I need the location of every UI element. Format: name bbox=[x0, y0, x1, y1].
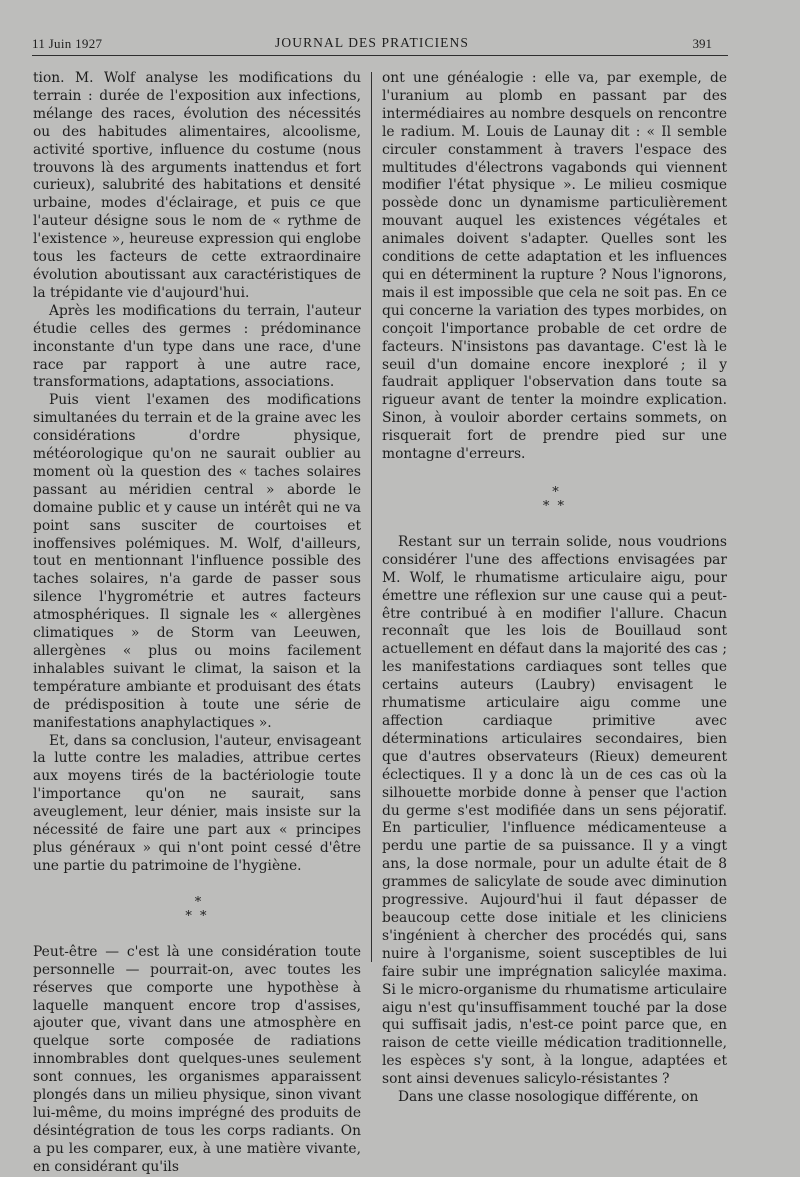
paragraph: Peut-être — c'est là une considération toute personnelle — pourrait-on, avec toutes les réserves que comporte une hypothèse à laquelle manquent encore trop d'assises, ajouter que, vivant dans une atmosphère en quelque sorte composée de radiations innombrables dont quelques-unes seulement sont connues, les organismes apparaissent plongés dans un milieu physique, sinon vivant lui-même, du moins imprégné des produits de désintégration de tous les corps radiants. On a pu les comparer, eux, à une matière vivante, en considérant qu'ils bbox=[33, 943, 361, 1175]
right-column bbox=[382, 70, 727, 1107]
header-rule bbox=[32, 55, 728, 56]
header-date: 11 Juin 1927 bbox=[32, 36, 103, 51]
separator-asterisk-top: * bbox=[194, 894, 204, 910]
paragraph: Après les modifications du terrain, l'auteur étudie celles des germes : prédominance inconstante d'un type dans une race, d'une race par rapport à une autre race, transformations, adaptations, associations. bbox=[33, 302, 361, 391]
paragraph: tion. M. Wolf analyse les modifications du terrain : durée de l'exposition aux infections, mélange des races, évolution des nécessités ou des habitudes alimentaires, alcoolisme, activité sportive, influence du costume (nous trouvons là des arguments inattendus et fort curieux), salubrité des habitations et densité urbaine, modes d'éclairage, et puis ce que l'auteur désigne sous le nom de « rythme de l'existence », heureuse expression qui englobe tous les facteurs de cette extraordinaire évolution aboutissant aux caractéristiques de la trépidante vie d'aujourd'hui. bbox=[33, 70, 361, 301]
left-column bbox=[33, 70, 361, 1177]
separator-asterisks-bottom: * * bbox=[185, 908, 209, 924]
paragraph: Et, dans sa conclusion, l'auteur, envisageant la lutte contre les maladies, attribue certes aux moyens tirés de la bactériologie toute l'importance qu'on ne saurait, sans aveuglement, leur dénier, mais insiste sur la nécessité de faire une part aux « principes plus généraux » qui n'ont point cessé d'être une partie du patrimoine de l'hygiène. bbox=[33, 732, 361, 874]
running-header bbox=[32, 34, 712, 54]
page-number: 391 bbox=[692, 36, 712, 51]
paragraph: Puis vient l'examen des modifications simultanées du terrain et de la graine avec les considérations d'ordre physique, météorologique qu'on ne saurait oublier au moment où la question des « taches solaires passant au méridien central » aborde le domaine public et y cause un intérêt qui ne va point sans susciter de courtoises et inoffensives polémiques. M. Wolf, d'ailleurs, tout en mentionnant l'influence possible des taches solaires, n'a garde de passer sous silence l'hygrométrie et autres facteurs atmosphériques. Il signale les « allergènes climatiques » de Storm van Leeuwen, allergènes « plus ou moins facilement inhalables suivant le climat, la saison et la température ambiante et produisant des états de prédisposition à toute une série de manifestations anaphylactiques ». bbox=[33, 392, 361, 731]
separator-asterisk-top: * bbox=[552, 484, 561, 500]
section-separator bbox=[33, 896, 361, 924]
section-separator bbox=[382, 486, 727, 514]
paragraph: ont une généalogie : elle va, par exemple, de l'uranium au plomb en passant par des intermédiaires au nombre desquels on rencontre le radium. M. Louis de Launay dit : « Il semble circuler constamment à travers l'espace des multitudes d'électrons vagabonds qui viennent modifier l'état physique ». Le milieu cosmique possède donc un dynamisme particulièrement mouvant auquel les existences végétales et animales doivent s'adapter. Quelles sont les conditions de cette adaptation et les influences qui en déterminent la rupture ? Nous l'ignorons, mais il est impossible que cela ne soit pas. En ce qui concerne la variation des types morbides, on conçoit l'importance probable de cet ordre de facteurs. N'insistons pas davantage. C'est là le seuil d'un domaine encore inexploré ; il y faudrait appliquer l'observation dans toute sa rigueur avant de tenter la moindre explication. Sinon, à vouloir aborder certains sommets, on risquerait fort de prendre pied sur une montagne d'erreurs. bbox=[382, 70, 727, 463]
column-divider bbox=[371, 72, 372, 962]
separator-asterisks-bottom: * * bbox=[542, 498, 567, 514]
paragraph: Restant sur un terrain solide, nous voudrions considérer l'une des affections envisagées par M. Wolf, le rhumatisme articulaire aigu, pour émettre une réflexion sur une cause qui a peut-être contribué à en modifier l'allure. Chacun reconnaît que les lois de Bouillaud sont actuellement en défaut dans la majorité des cas ; les manifestations cardiaques sont telles que certains auteurs (Laubry) envisagent le rhumatisme articulaire aigu comme une affection cardiaque primitive avec déterminations articulaires secondaires, bien que d'autres observateurs (Rieux) demeurent éclectiques. Il y a donc là un de ces cas où la silhouette morbide donne à penser que l'action du germe s'est modifiée dans un sens péjoratif. En particulier, l'influence médicamenteuse a perdu une partie de sa puissance. Il y a vingt ans, la dose normale, pour un adulte était de 8 grammes de salicylate de soude avec diminution progressive. Aujourd'hui il faut dépasser de beaucoup cette dose initiale et les cliniciens s'ingénient à chercher des procédés qui, sans nuire à l'organisme, soient susceptibles de lui faire subir une imprégnation salicylée maxima. Si le micro-organisme du rhumatisme articulaire aigu n'est qu'insuffisamment touché par la dose qui suffisait jadis, n'est-ce point parce que, en raison de cette vieille médication traditionnelle, les espèces s'y sont, à la longue, adaptées et sont ainsi devenues salicylo-résistantes ? bbox=[382, 533, 727, 1088]
paragraph: Dans une classe nosologique différente, on bbox=[398, 1089, 699, 1106]
journal-title: JOURNAL DES PRATICIENS bbox=[275, 35, 469, 50]
